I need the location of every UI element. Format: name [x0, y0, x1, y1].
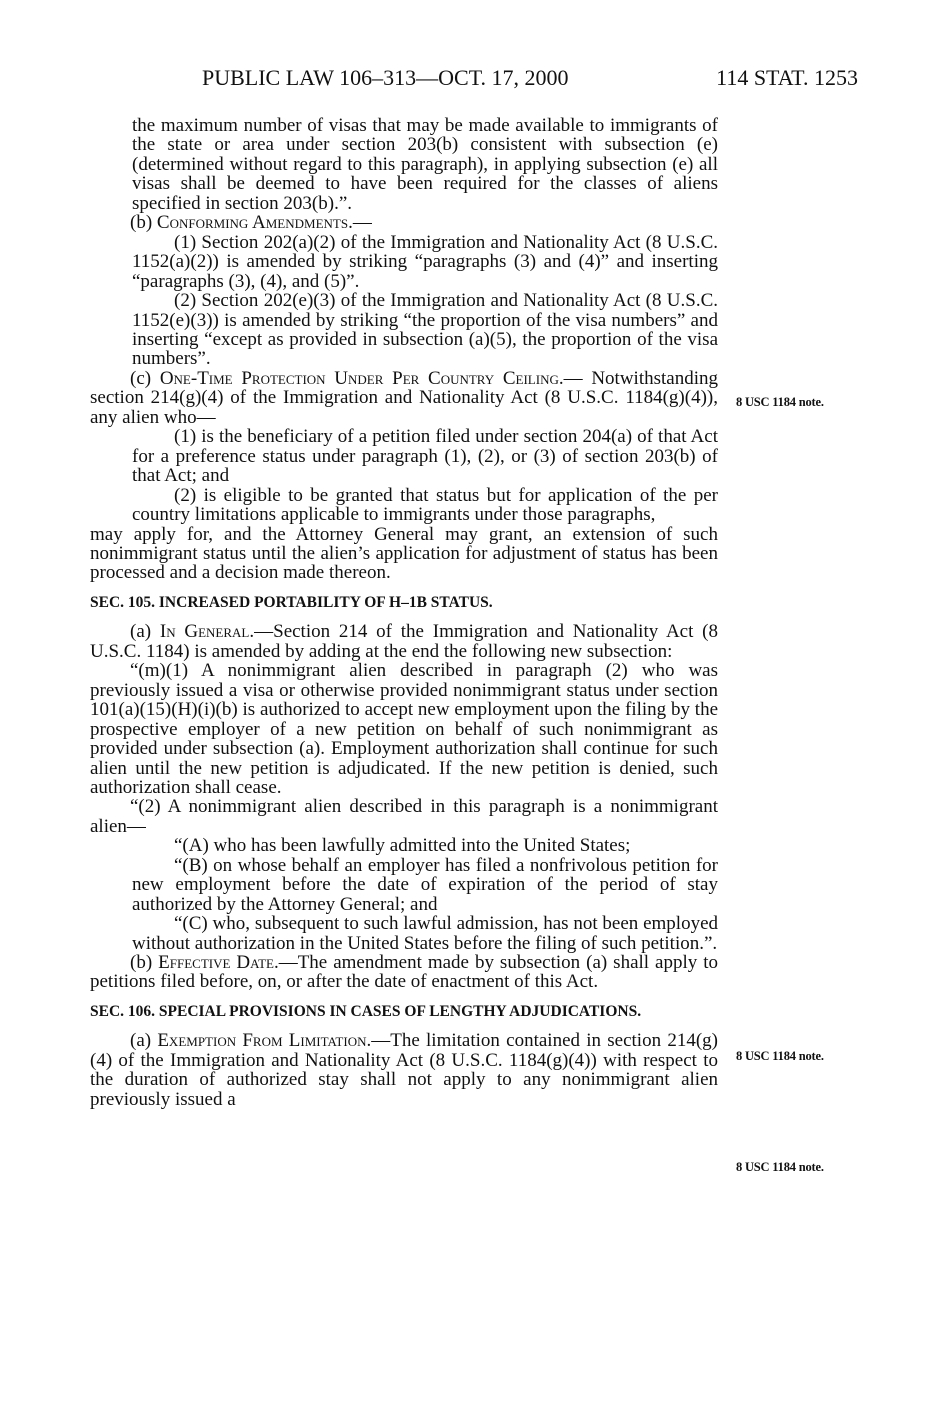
section-106-a: (a) Exemption From Limitation.—The limitation contained in section 214(g)(4) of the Immigration and Nationality Act (8 U.S.C. 1184(g)(4)) with respect to the duration of authorized stay shall not apply to any nonimmigrant alien previously issued a [90, 1030, 718, 1110]
clause-m-c: “(C) who, subsequent to such lawful admission, has not been employed without authorization in the United States before the filing of such petition.”. [132, 913, 718, 954]
subsection-b-heading: (b) Conforming Amendments.— [130, 212, 372, 234]
section-105-b-title: Effective Date [158, 952, 274, 974]
subsection-m2: “(2) A nonimmigrant alien described in this paragraph is a nonimmigrant alien— [90, 796, 718, 837]
section-105-heading: SEC. 105. INCREASED PORTABILITY OF H–1B STATUS. [90, 593, 493, 611]
subsection-m1: “(m)(1) A nonimmigrant alien described in paragraph (2) who was previously issued a visa or otherwise provided nonimmigrant status under section 101(a)(15)(H)(i)(b) is authorized to accept new employment upon the filing by the prospective employer of a new petition on behalf of such nonimmigrant as provided under subsection (a). Employment authorization shall continue for such alien until the new petition is adjudicated. If the new petition is denied, such authorization shall cease. [90, 660, 718, 798]
section-105-a-title: In General [159, 621, 250, 643]
paragraph-c-conclusion: may apply for, and the Attorney General may grant, an extension of such nonimmigrant status until the alien’s application for adjustment of status has been processed and a decision made thereon. [90, 523, 718, 584]
stat-page-number: 114 STAT. 1253 [716, 65, 858, 90]
section-105-b: (b) Effective Date.—The amendment made by subsection (a) shall apply to petitions filed before, on, or after the date of enactment of this Act. [90, 952, 719, 993]
margin-note-c: 8 USC 1184 note. [736, 395, 824, 409]
subsection-c: (c) One-Time Protection Under Per Country Ceiling.— Notwithstanding section 214(g)(4) of the Immigration and Nationality Act (8 U.S.C. 1184(g)(4)), any alien who— [90, 367, 718, 428]
section-106-a-title: Exemption From Limitation [157, 1030, 367, 1052]
paragraph-continuation: the maximum number of visas that may be made available to immigrants of the state or area under section 203(b) consistent with subsection (e) (determined without regard to this paragraph), in applying subsection (e) all visas shall be deemed to have been required for the classes of aliens specified in section 203(b).”. [132, 115, 718, 214]
margin-note-106a: 8 USC 1184 note. [736, 1160, 824, 1174]
margin-note-105b: 8 USC 1184 note. [736, 1049, 824, 1063]
running-title: PUBLIC LAW 106–313—OCT. 17, 2000 [202, 65, 569, 90]
section-105-a: (a) In General.—Section 214 of the Immigration and Nationality Act (8 U.S.C. 1184) is amended by adding at the end the following new subsection: [90, 621, 719, 662]
paragraph-c2: (2) is eligible to be granted that status but for application of the per country limitations applicable to immigrants under those paragraphs, [132, 484, 718, 526]
clause-m-a: “(A) who has been lawfully admitted into the United States; [174, 835, 631, 857]
subsection-b-title: Conforming Amendments [156, 212, 349, 234]
page-header [90, 65, 858, 95]
paragraph-c1: (1) is the beneficiary of a petition filed under section 204(a) of that Act for a preference status under paragraph (1), (2), or (3) of section 203(b) of that Act; and [132, 426, 718, 487]
paragraph-b2: (2) Section 202(e)(3) of the Immigration and Nationality Act (8 U.S.C. 1152(e)(3)) is amended by striking “the proportion of the visa numbers” and inserting “except as provided in subsection (a)(5), the proportion of the visa numbers”. [132, 290, 718, 370]
subsection-c-title: One-Time Protection Under Per Country Ceiling [159, 367, 559, 389]
paragraph-b1: (1) Section 202(a)(2) of the Immigration and Nationality Act (8 U.S.C. 1152(a)(2)) is amended by striking “paragraphs (3) and (4)” and inserting “paragraphs (3), (4), and (5)”. [132, 231, 718, 292]
clause-m-b: “(B) on whose behalf an employer has filed a nonfrivolous petition for new employment before the date of expiration of the period of stay authorized by the Attorney General; and [132, 854, 718, 915]
document-body [90, 116, 718, 1109]
section-106-heading: SEC. 106. SPECIAL PROVISIONS IN CASES OF LENGTHY ADJUDICATIONS. [90, 1002, 642, 1020]
